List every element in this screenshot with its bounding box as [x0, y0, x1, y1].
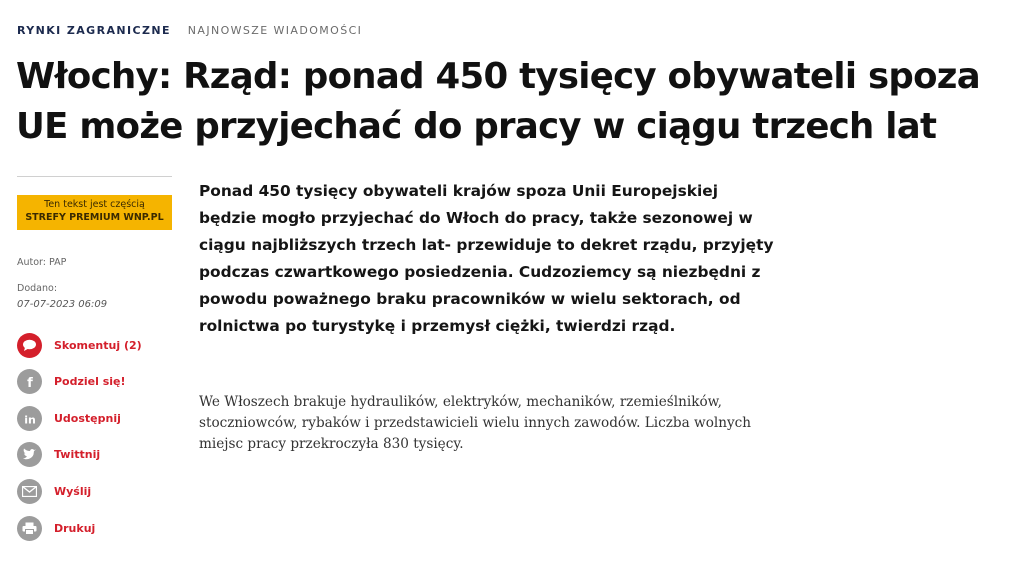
- share-linkedin[interactable]: [17, 406, 121, 431]
- facebook-icon: [17, 369, 42, 394]
- article-title: Włochy: Rząd: ponad 450 tysięcy obywateli spoza UE może przyjechać do pracy w ciągu trzech lat: [16, 56, 981, 147]
- premium-badge-line1: Ten tekst jest częścią: [44, 199, 145, 210]
- share-twitter[interactable]: [17, 442, 100, 467]
- breadcrumb: [17, 24, 362, 37]
- share-twitter-label: Twittnij: [54, 448, 101, 461]
- sidebar-divider: [17, 176, 172, 177]
- linkedin-icon: [17, 406, 42, 431]
- twitter-icon: [17, 442, 42, 467]
- share-linkedin-label: Udostępnij: [54, 412, 121, 425]
- article-lead: Ponad 450 tysięcy obywateli krajów spoza Unii Europejskiej będzie mogło przyjechać do Włoch do pracy, także sezonowej w ciągu najbliższych trzech lat- przewiduje to dekret rządu, przyjęty podczas czwartkowego posiedzenia. Cudzoziemcy są niezbędni z powodu poważnego braku pracowników w wielu sektorach, od rolnictwa po turystykę i przemysł ciężki, twierdzi rząd.: [199, 182, 774, 335]
- share-comment-label: Skomentuj (2): [54, 339, 142, 352]
- share-comment[interactable]: [17, 333, 142, 358]
- share-mail[interactable]: [17, 479, 91, 504]
- svg-text:f: f: [26, 375, 33, 389]
- breadcrumb-rynki-zagraniczne[interactable]: RYNKI ZAGRANICZNE: [17, 24, 171, 37]
- comment-icon: [17, 333, 42, 358]
- breadcrumb-najnowsze-wiadomosci[interactable]: NAJNOWSZE WIADOMOŚCI: [187, 24, 363, 37]
- article-author: Autor: PAP: [17, 257, 67, 268]
- svg-text:in: in: [23, 413, 36, 425]
- print-icon: [17, 516, 42, 541]
- added-label: Dodano:: [17, 283, 58, 294]
- premium-badge-line2: STREFY PREMIUM WNP.PL: [25, 212, 164, 223]
- share-print-label: Drukuj: [54, 522, 96, 535]
- share-facebook-label: Podziel się!: [54, 375, 126, 388]
- mail-icon: [17, 479, 42, 504]
- share-print[interactable]: [17, 516, 95, 541]
- share-mail-label: Wyślij: [54, 485, 92, 498]
- share-facebook[interactable]: [17, 369, 126, 394]
- added-date: 07-07-2023 06:09: [17, 299, 108, 310]
- article-paragraph: We Włoszech brakuje hydraulików, elektryków, mechaników, rzemieślników, stoczniowców, rybaków i przedstawicieli wielu innych zawodów. Liczba wolnych miejsc pracy przekroczyła 830 tysięcy.: [199, 394, 752, 452]
- premium-badge[interactable]: [17, 195, 172, 230]
